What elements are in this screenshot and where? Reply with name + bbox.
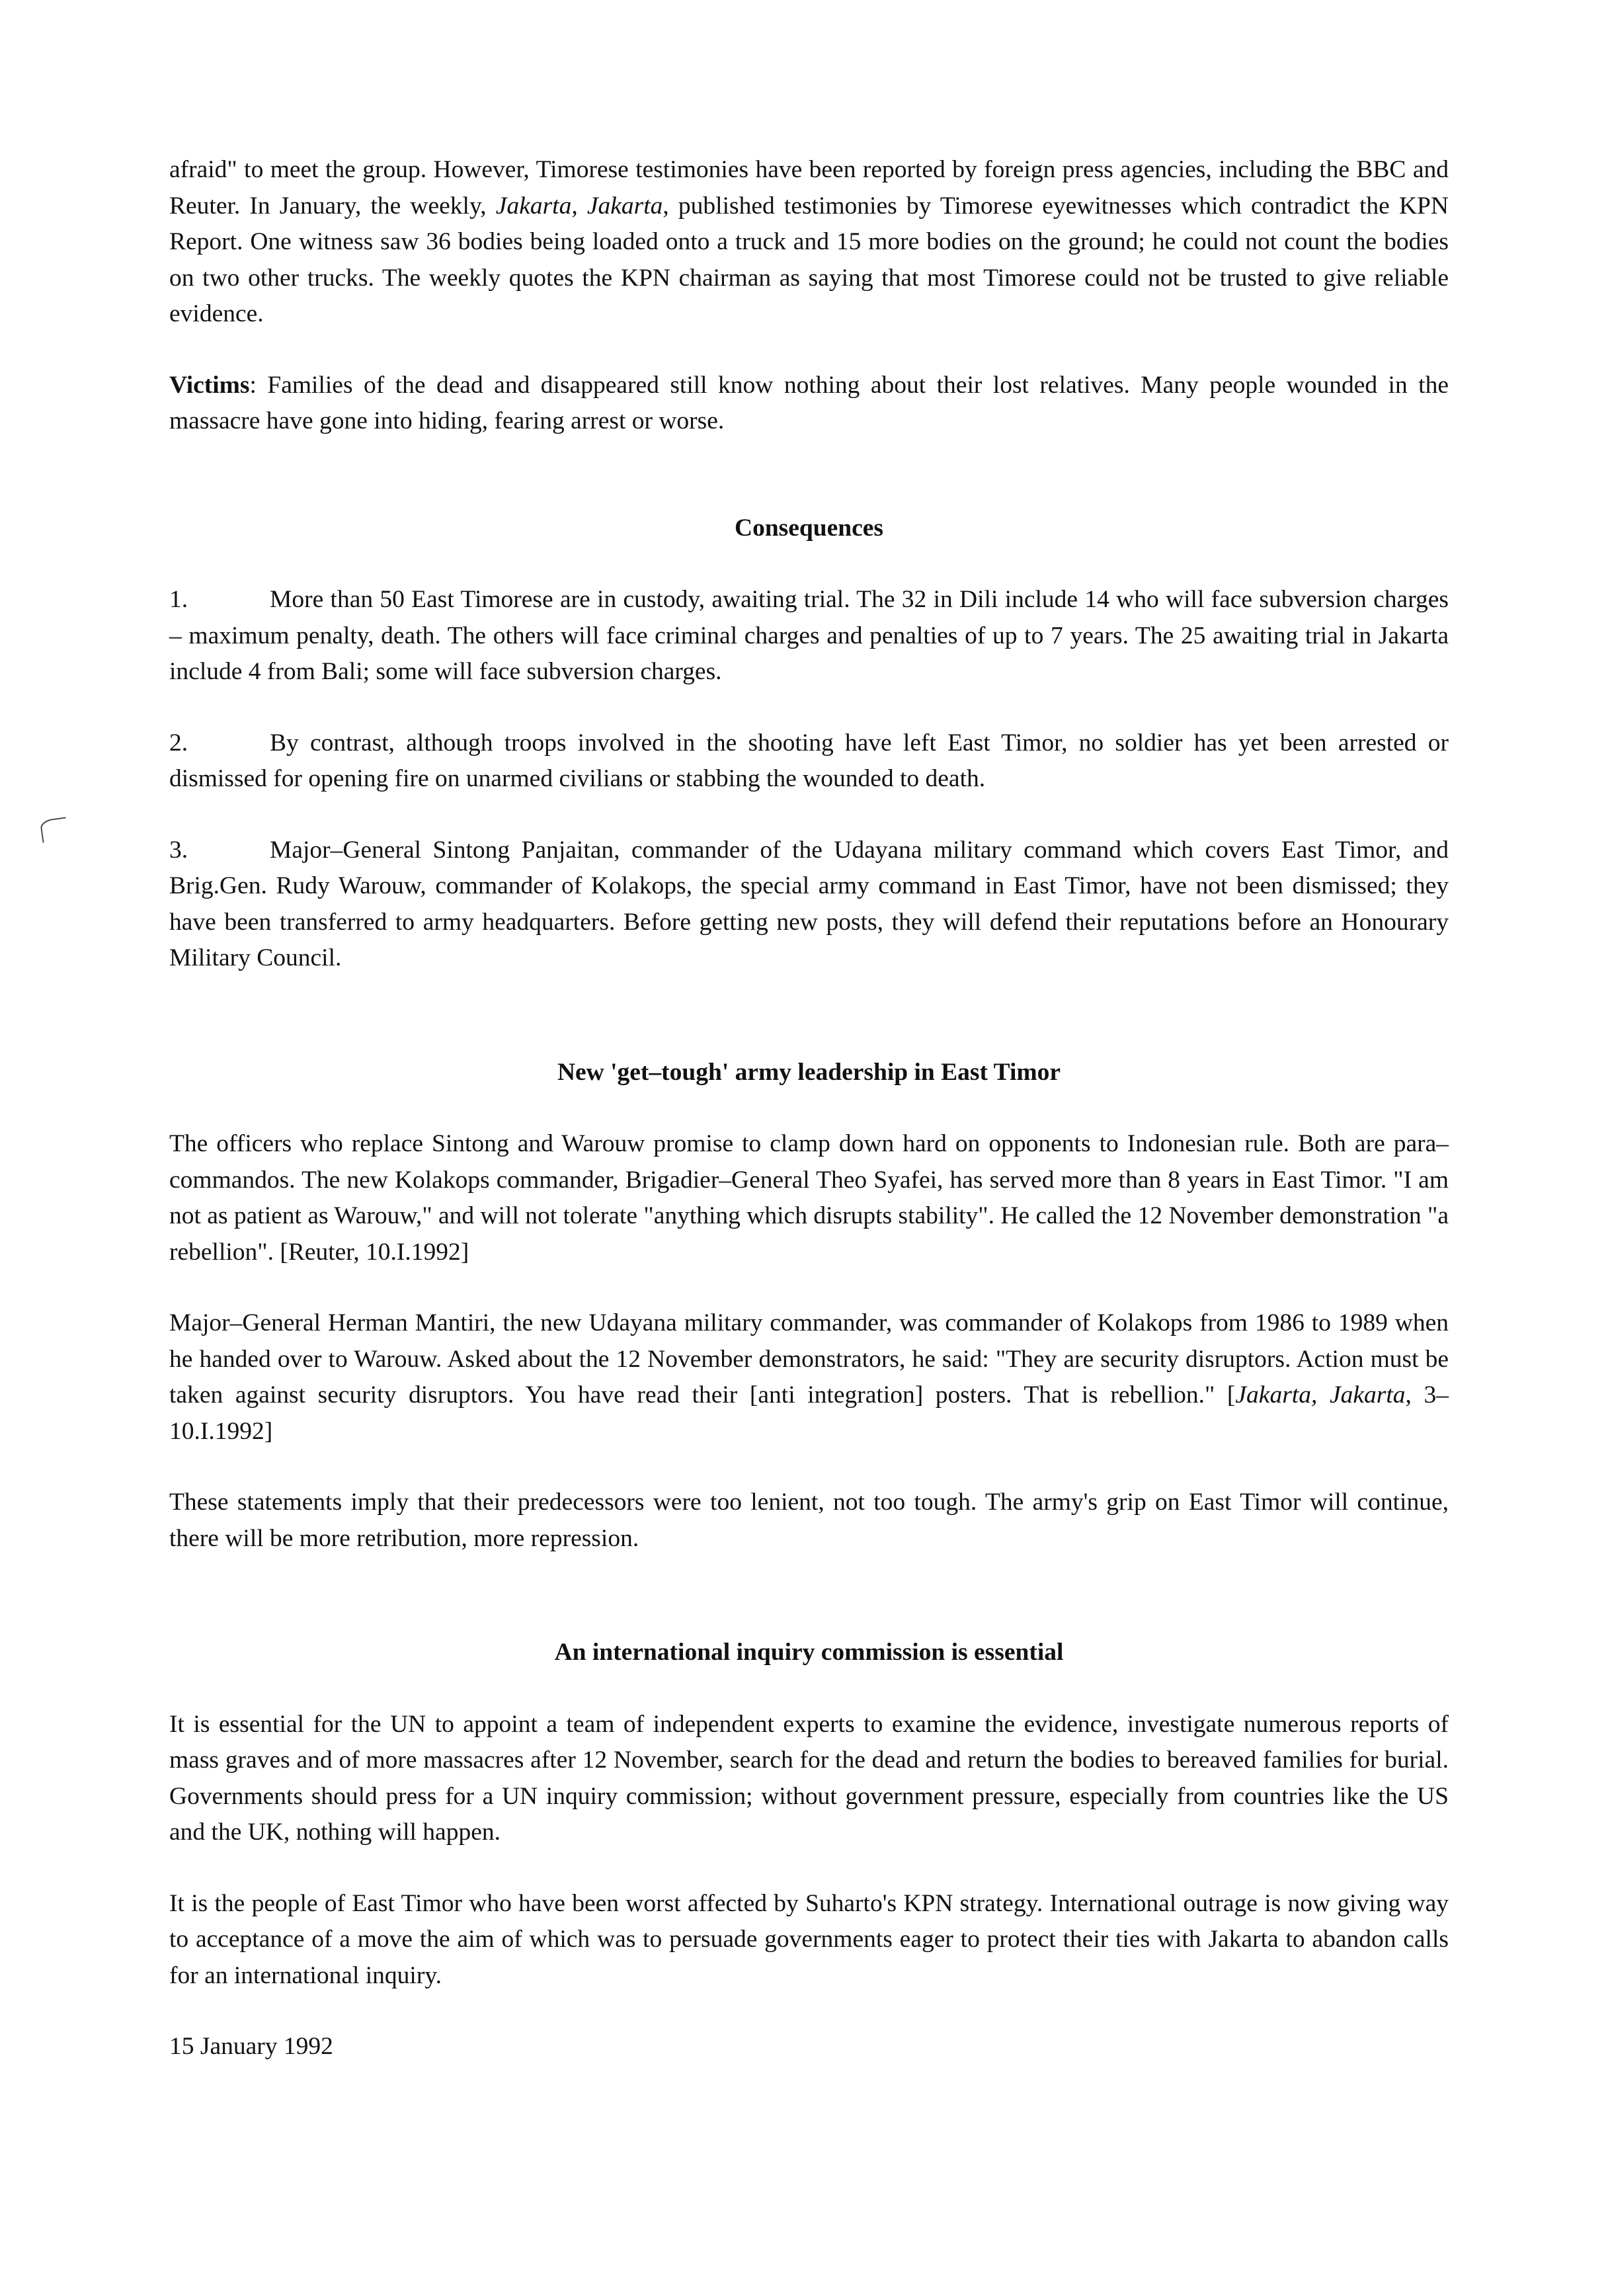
consequences-heading: Consequences — [734, 514, 884, 542]
document-date: 15 January 1992 — [169, 2033, 333, 2060]
item-number: 1. — [169, 586, 188, 613]
inquiry-paragraph-2: It is the people of East Timor who have been worst affected by Suharto's KPN strategy. International outrage is now giving way to acceptance of a move the aim of which was to persuade governments eager to protect their ties with Jakarta to abandon calls for an international inquiry. — [169, 1889, 1449, 1989]
inquiry-heading: An international inquiry commission is essential — [554, 1639, 1064, 1666]
consequence-item-3: 3. Major–General Sintong Panjaitan, commander of the Udayana military command which covers East Timor, and Brig.Gen. Rudy Warouw, commander of Kolakops, the special army command in East Timor, have not been dismissed; they have been transferred to army headquarters. Before getting new posts, they will defend their reputations before an Honourary Military Council. — [169, 833, 1449, 977]
leadership-paragraph-1: The officers who replace Sintong and Warouw promise to clamp down hard on opponents to Indonesian rule. Both are para–commandos. The new Kolakops commander, Brigadier–General Theo Syafei, has served more than 8 years in East Timor. "I am not as patient as Warouw," and will not tolerate "anything which disrupts stability". He called the 12 November demonstration "a rebellion". [Reuter, 10.I.1992] — [169, 1130, 1449, 1266]
leadership-paragraph-2: Major–General Herman Mantiri, the new Udayana military commander, was commander of Kolakops from 1986 to 1989 when he handed over to Warouw. Asked about the 12 November demonstrators, he said: "They are security disruptors. Action must be taken against security disruptors. You have read their [anti integration] posters. That is rebellion." [Jakarta, Jakarta, 3–10.I.1992] — [169, 1309, 1449, 1445]
publication-name: Jakarta, Jakarta — [495, 192, 663, 220]
document-page — [169, 152, 1449, 2100]
consequence-item-2: 2. By contrast, although troops involved in the shooting have left East Timor, no soldier has yet been arrested or dismissed for opening fire on unarmed civilians or stabbing the wounded to death. — [169, 725, 1449, 798]
consequence-item-1: 1. More than 50 East Timorese are in custody, awaiting trial. The 32 in Dili include 14 who will face subversion charges – maximum penalty, death. The others will face criminal charges and penalties of up to 7 years. The 25 awaiting trial in Jakarta include 4 from Bali; some will face subversion charges. — [169, 582, 1449, 690]
margin-pen-mark — [40, 817, 69, 842]
publication-name: Jakarta, Jakarta — [1235, 1381, 1406, 1409]
victims-label: Victims — [169, 371, 250, 399]
inquiry-paragraph-1: It is essential for the UN to appoint a team of independent experts to examine the evidence, investigate numerous reports of mass graves and of more massacres after 12 November, search for the dead and return the bodies to bereaved families for burial. Governments should press for a UN inquiry commission; without government pressure, especially from countries like the US and the UK, nothing will happen. — [169, 1710, 1449, 1846]
item-number: 3. — [169, 836, 188, 864]
leadership-paragraph-3: These statements imply that their predecessors were too lenient, not too tough. The army's grip on East Timor will continue, there will be more retribution, more repression. — [169, 1489, 1449, 1552]
intro-paragraph: afraid" to meet the group. However, Timorese testimonies have been reported by foreign press agencies, including the BBC and Reuter. In January, the weekly, Jakarta, Jakarta, published testimonies by Timorese eyewitnesses which contradict the KPN Report. One witness saw 36 bodies being loaded onto a truck and 15 more bodies on the ground; he could not count the bodies on two other trucks. The weekly quotes the KPN chairman as saying that most Timorese could not be trusted to give reliable evidence. — [169, 156, 1449, 327]
leadership-heading: New 'get–tough' army leadership in East Timor — [557, 1058, 1061, 1086]
victims-paragraph: Victims: Families of the dead and disappeared still know nothing about their lost relatives. Many people wounded in the massacre have gone into hiding, fearing arrest or worse. — [169, 371, 1449, 434]
item-number: 2. — [169, 729, 188, 757]
